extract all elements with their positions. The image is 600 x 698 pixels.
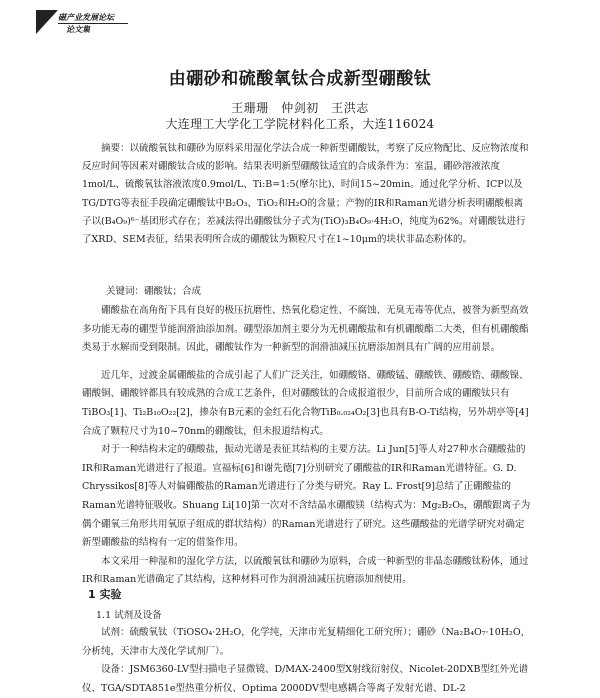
body-paragraph-2: 近几年，过渡金属硼酸盐的合成引起了人们广泛关注，如硼酸铬、硼酸锰、硼酸铁、硼酸锆、硼酸镍、硼酸铜、硼酸锌都具有较成熟的合成工艺条件，但对硼酸钛的合成报道很少，目前所合成的硼酸钛只有TiBO₃[1]、Ti₂B₁₀O₂₂[2]，掺杂有B元素的金红石化合物TiB₀.₀₂₄O₂[3]也具有B-O-Ti结构，另外胡亭等[4]合成了颗粒尺寸为10~70nm的硼酸钛，但未报道结构式。 (82, 369, 529, 437)
body-paragraph-3: 对于一种结构未定的硼酸盐，振动光谱是表征其结构的主要方法。Li Jun[5]等人对27种水合硼酸盐的IR和Raman光谱进行了报道。宣福标[6]和谢先德[7]分别研究了硼酸盐的IR和Raman光谱特征。G. D. Chryssikos[8]等人对偏硼酸盐的Raman光谱进行了分类与研究。Ray L. Frost[9]总结了正硼酸盐的Raman光谱特征吸收。Shuang Li[10]第一次对不含结晶水硼酸镁（结构式为：Mg₂B₂O₅，硼酸跟离子为偶个硼氧三角形共用氧原子组成的群状结构）的Raman光谱进行了研究。这些硼酸盐的光谱学研究对确定新型硼酸盐的结构有一定的借鉴作用。 (82, 444, 531, 549)
paper-affiliation: 大连理工大学化工学院材料化工系，大连116024 (165, 117, 435, 131)
badge-top-text: 磁产业发展论坛 (58, 13, 114, 22)
abstract-text: 以硫酸氧钛和硼砂为原料采用湿化学法合成一种新型硼酸钛，考察了反应物配比、反应物浓度和反应时间等因素对硼酸钛合成的影响。结果表明新型硼酸钛适宜的合成条件为：室温，硼砂溶液浓度1mol/L、硫酸氧钛溶液浓度0.9mol/L、Ti:B=1:5(摩尔比)、时间15~20min。通过化学分析、ICP以及TG/DTG等表征手段确定硼酸钛中B₂O₃、TiO₂和H₂O的含量；产物的IR和Raman光谱分析表明硼酸根离子以(B₄O₉)⁶⁻基团形式存在；差减法得出硼酸钛分子式为(TiO)₃B₄O₉·4H₂O，纯度为62%。对硼酸钛进行了XRD、SEM表征，结果表明所合成的硼酸钛为颗粒尺寸在1~10μm的块状非晶态粉体的。 (82, 143, 529, 246)
body-text (82, 302, 532, 590)
badge-bottom-text: 论文集 (66, 25, 90, 34)
abstract-paragraph (82, 140, 530, 249)
section-heading-experiment: 1 实验 (88, 588, 122, 601)
paper-authors: 王珊珊 仲剑初 王洪志 (231, 101, 369, 115)
paper-title: 由硼砂和硫酸氧钛合成新型硼酸钛 (168, 69, 432, 89)
equipment-paragraph: 设备：JSM6360-LV型扫描电子显微镜、D/MAX-2400型X射线衍射仪、Nicolet-20DXB型红外光谱仪、TGA/SDTA851e型热重分析仪、Optima 2000DV型电感耦合等离子发射光谱、DL-2 (82, 664, 528, 694)
body-paragraph-1: 硼酸盐在高角衔下具有良好的极压抗磨性、热氧化稳定性、不腐蚀、无臭无毒等优点，被誉为新型高效多功能无毒的硼型节能润滑油添加剂。硼型添加剂主要分为无机硼酸盐和有机硼酸酯二大类，但有机硼酸酯类易于水解而受到限制。因此，硼酸钛作为一种新型的润滑油减压抗磨添加剂具有广阔的应用前景。 (82, 305, 529, 354)
tail-text (82, 624, 532, 698)
abstract (82, 140, 530, 249)
keywords: 关键词：硼酸钛；合成 (106, 286, 202, 297)
reagents-paragraph: 试剂：硫酸氧钛（TiOSO₄·2H₂O，化学纯，天津市光复精细化工研究所）；硼砂（Na₂B₄O₇·10H₂O，分析纯，天津市大茂化学试剂厂）。 (82, 627, 531, 657)
abstract-label: 摘要： (101, 143, 130, 154)
badge-triangle-icon (36, 10, 58, 34)
subsection-heading-reagents: 1.1 试剂及设备 (96, 610, 162, 621)
body-paragraph-4: 本文采用一种湿和的湿化学方法，以硫酸氧钛和硼砂为原料，合成一种新型的非晶态硼酸钛粉体，通过IR和Raman光谱确定了其结构，这种材料可作为润滑油减压抗磨添加剂使用。 (82, 555, 529, 586)
journal-badge (36, 10, 128, 36)
